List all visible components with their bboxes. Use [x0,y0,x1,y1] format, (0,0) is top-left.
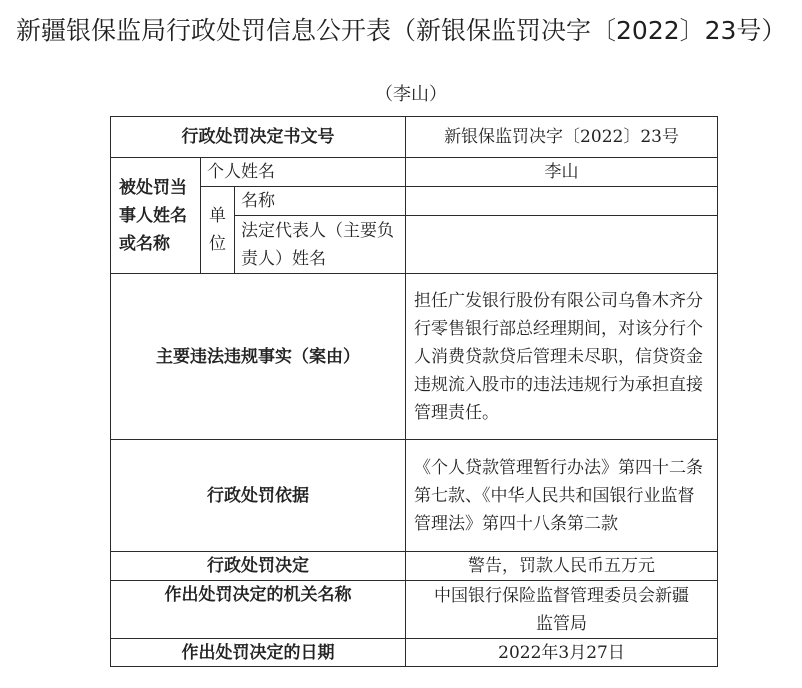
basis-label: 行政处罚依据 [111,440,406,552]
penalty-info-table [110,116,718,667]
date-value: 2022年3月27日 [406,639,718,667]
party-label: 被处罚当事人姓名或名称 [111,158,201,274]
row-person-name [111,158,718,187]
unit-label: 单位 [201,187,235,274]
decision-value: 警告，罚款人民币五万元 [406,552,718,581]
person-name-label: 个人姓名 [201,158,406,187]
row-basis [111,440,718,552]
decision-number-value: 新银保监罚决字〔2022〕23号 [406,117,718,158]
decision-label: 行政处罚决定 [111,552,406,581]
legal-rep-value [406,216,718,274]
decision-number-label: 行政处罚决定书文号 [111,117,406,158]
row-unit-name [111,187,718,216]
row-decision [111,552,718,581]
authority-value: 中国银行保险监督管理委员会新疆监管局 [406,581,718,639]
unit-name-label: 名称 [235,187,406,216]
facts-label: 主要违法违规事实（案由） [111,274,406,440]
row-decision-number [111,117,718,158]
date-label: 作出处罚决定的日期 [111,639,406,667]
row-authority [111,581,718,639]
row-date [111,639,718,667]
row-facts [111,274,718,440]
authority-label: 作出处罚决定的机关名称 [111,581,406,639]
person-name-value: 李山 [406,158,718,187]
document-subtitle: （李山） [375,84,447,105]
unit-name-value [406,187,718,216]
document-title: 新疆银保监局行政处罚信息公开表（新银保监罚决字〔2022〕23号） [16,16,787,45]
basis-value: 《个人贷款管理暂行办法》第四十二条第七款、《中华人民共和国银行业监督管理法》第四十八条第二款 [406,440,718,552]
facts-value: 担任广发银行股份有限公司乌鲁木齐分行零售银行部总经理期间，对该分行个人消费贷款贷后管理未尽职，信贷资金违规流入股市的违法违规行为承担直接管理责任。 [406,274,718,440]
legal-rep-label: 法定代表人（主要负责人）姓名 [235,216,406,274]
